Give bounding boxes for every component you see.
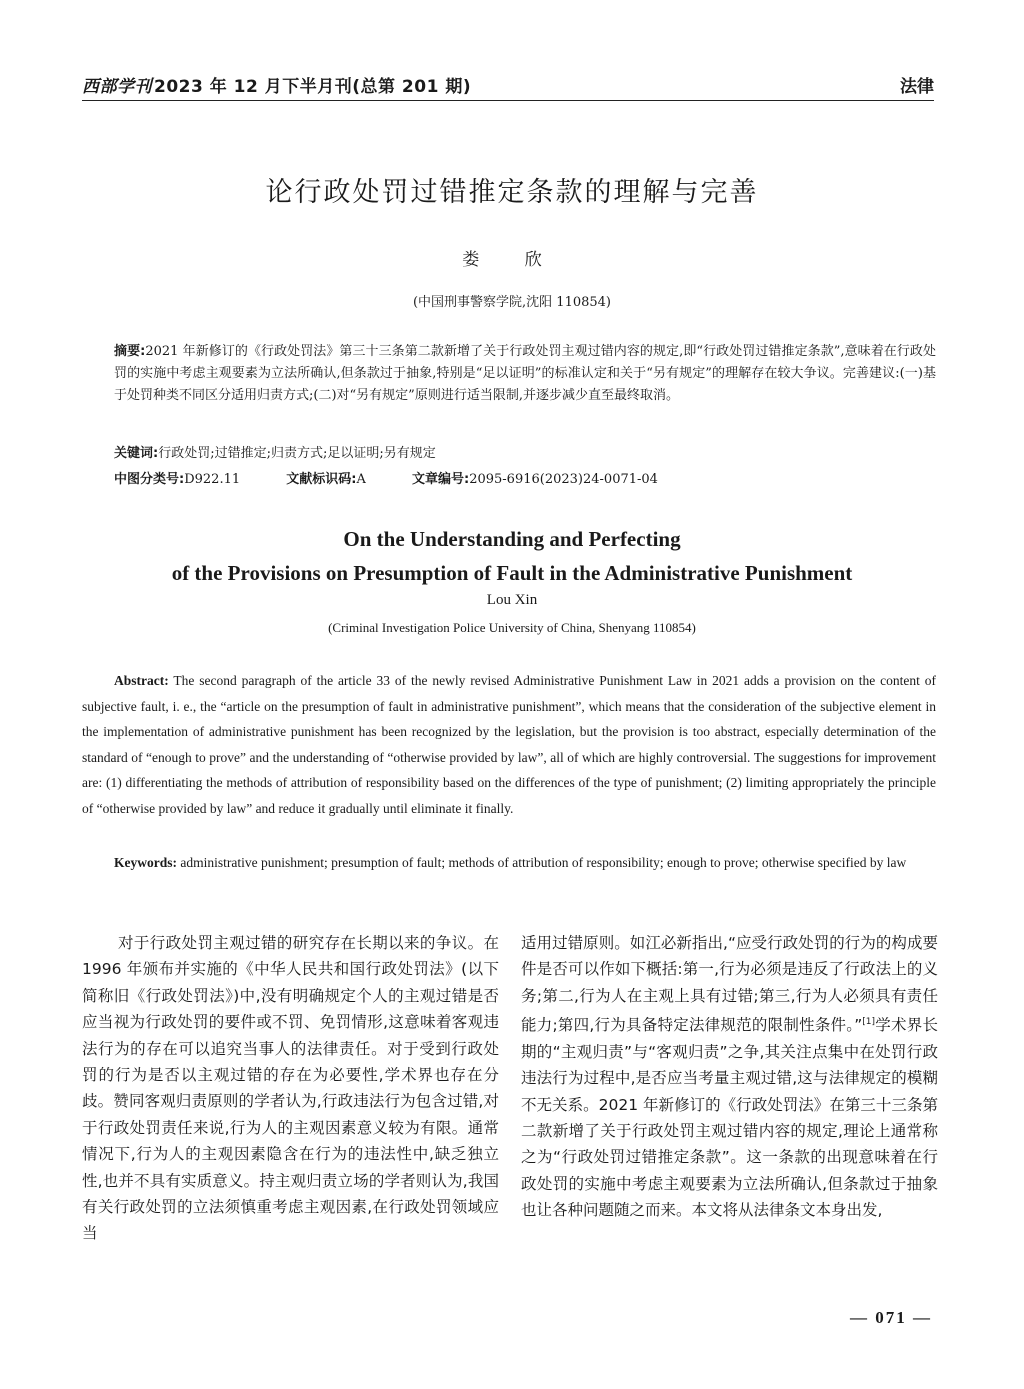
affiliation-en: (Criminal Investigation Police University of China, Shenyang 110854)	[328, 620, 696, 635]
keywords-en-text: administrative punishment; presumption of fault; methods of attribution of responsibility; enough to prove; otherwise specified by law	[180, 855, 907, 870]
doc-code	[286, 472, 366, 487]
body-right-part2: 学术界长期的“主观归责”与“客观归责”之争,其关注点集中在处罚行政违法行为过程中,是否应当考量主观过错,这与法律规定的模糊不无关系。2021 年新修订的《行政处罚法》在第三十三条第二款新增了关于行政处罚主观过错内容的规定,理论上通常称之为“行政处罚过错推定条款”。这一条款的出现意味着在行政处罚的实施中考虑主观要素为立法所确认,但条款过于抽象也让各种问题随之而来。本文将从法律条文本身出发,	[521, 1016, 938, 1220]
journal-issue	[82, 72, 471, 97]
title-en	[0, 522, 1024, 590]
keywords-cn-label: 关键词:	[114, 446, 159, 461]
doc-value: A	[356, 472, 366, 487]
keywords-en-label: Keywords:	[114, 855, 177, 870]
title-cn: 论行政处罚过错推定条款的理解与完善	[265, 177, 759, 208]
abstract-cn-label: 摘要:	[114, 344, 146, 359]
section-label: 法律	[900, 77, 934, 97]
body-column-left: 对于行政处罚主观过错的研究存在长期以来的争议。在 1996 年颁布并实施的《中华人民共和国行政处罚法》(以下简称旧《行政处罚法》)中,没有明确规定个人的主观过错是否应当视为行政处罚的要件或不罚、免罚情形,这意味着客观违法行为的存在可以追究当事人的法律责任。对于受到行政处罚的行为是否以主观过错的存在为必要性,学术界也存在分歧。赞同客观归责原则的学者认为,行政违法行为包含过错,对于行政处罚责任来说,行为人的主观因素意义较为有限。通常情况下,行为人的主观因素隐含在行为的违法性中,缺乏独立性,也并不具有实质意义。持主观归责立场的学者则认为,我国有关行政处罚的立法须慎重考虑主观因素,在行政处罚领域应当	[82, 934, 499, 1243]
article-label: 文章编号:	[412, 472, 470, 487]
keywords-cn-text: 行政处罚;过错推定;归责方式;足以证明;另有规定	[158, 446, 436, 461]
page-number: — 071 —	[850, 1308, 932, 1327]
abstract-en-text: The second paragraph of the article 33 of the newly revised Administrative Punishment Law in 2021 adds a provision on the content of subjective fault, i. e., the “article on the presumption of fault in administrative punishment”, which means that the consideration of the subjective element in the implementation of administrative punishment has been recognized by the legislation, but the provision is too abstract, especially determination of the standard of “enough to prove” and the understanding of “otherwise provided by law”, all of which are highly controversial. The suggestions for improvement are: (1) differentiating the methods of attribution of responsibility based on the differences of the type of punishment; (2) limiting appropriately the principle of “otherwise provided by law” and reduce it gradually until eliminate it finally.	[82, 673, 936, 816]
title-en-line2: of the Provisions on Presumption of Fault in the Administrative Punishment	[171, 561, 853, 585]
abstract-cn-text: 2021 年新修订的《行政处罚法》第三十三条第二款新增了关于行政处罚主观过错内容的规定,即“行政处罚过错推定条款”,意味着在行政处罚的实施中考虑主观要素为立法所确认,但条款过于抽象,特别是“足以证明”的标准认定和关于“另有规定”的理解存在较大争议。完善建议:(一)基于处罚种类不同区分适用归责方式;(二)对“另有规定”原则进行适当限制,并逐步减少直至最终取消。	[114, 344, 937, 403]
classification-row	[114, 469, 700, 491]
running-header	[82, 68, 934, 100]
article-number	[412, 472, 658, 487]
keywords-cn	[114, 443, 936, 465]
clc-value: D922.11	[184, 472, 241, 487]
title-en-line1: On the Understanding and Perfecting	[343, 527, 681, 551]
abstract-cn	[114, 341, 936, 407]
author-cn: 娄 欣	[462, 250, 562, 270]
clc-label: 中图分类号:	[114, 472, 185, 487]
clc-number	[114, 472, 240, 487]
abstract-en-label: Abstract:	[114, 673, 169, 688]
body-column-right	[521, 930, 938, 1224]
keywords-en	[82, 850, 936, 876]
issue-label: 2023 年 12 月下半月刊(总第 201 期)	[154, 77, 472, 97]
author-en: Lou Xin	[486, 592, 538, 608]
journal-logo: 西部学刊	[82, 77, 152, 97]
body-right-part1: 适用过错原则。如江必新指出,“应受行政处罚的行为的构成要件是否可以作如下概括:第一,行为必须是违反了行政法上的义务;第二,行为人在主观上具有过错;第三,行为人必须具有责任能力;第四,行为具备特定法律规范的限制性条件。”	[521, 934, 938, 1035]
affiliation-cn: (中国刑事警察学院,沈阳 110854)	[412, 295, 612, 310]
abstract-en	[82, 668, 936, 822]
doc-label: 文献标识码:	[286, 472, 357, 487]
article-value: 2095-6916(2023)24-0071-04	[469, 472, 658, 487]
header-divider	[82, 100, 934, 101]
citation-ref: [1]	[862, 1017, 876, 1028]
